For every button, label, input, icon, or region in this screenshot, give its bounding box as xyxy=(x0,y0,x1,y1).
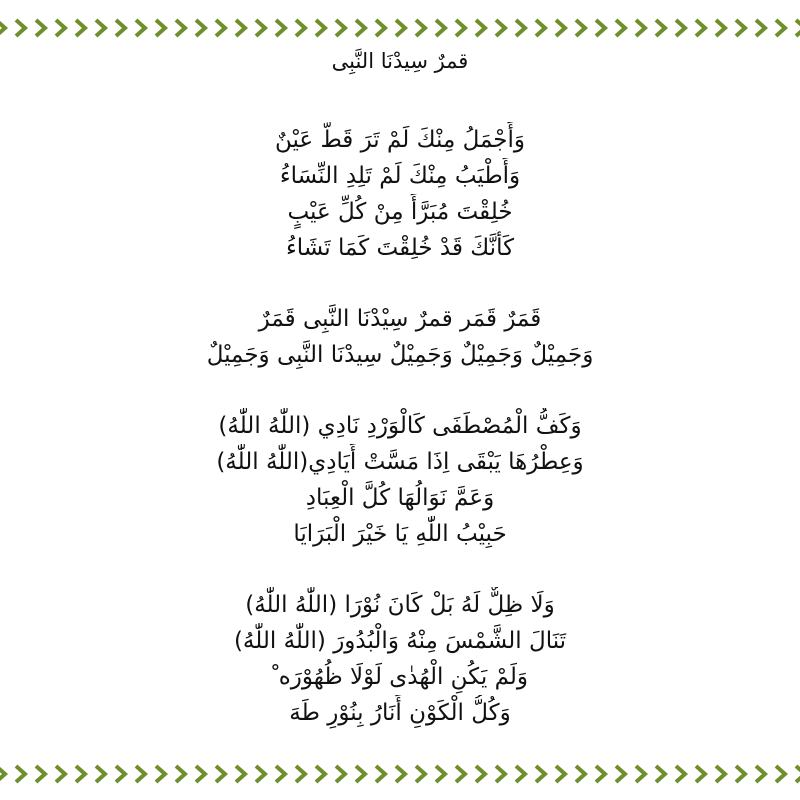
chevron-mark xyxy=(216,20,225,36)
chevron-mark xyxy=(196,766,205,782)
chevron-border-bottom xyxy=(0,764,800,784)
chevron-mark xyxy=(316,766,325,782)
chevron-mark xyxy=(396,20,405,36)
poem-line: وَكُلُّ الْكَوْنِ أَنَارُ بِنُوْرِ طَهَ xyxy=(289,700,511,726)
chevron-mark xyxy=(256,20,265,36)
chevron-mark xyxy=(156,20,165,36)
chevron-mark xyxy=(156,766,165,782)
chevron-mark xyxy=(256,766,265,782)
poem-line: حَبِيْبُ اللّٰهِ يَا خَيْرَ الْبَرَايَا xyxy=(293,521,507,547)
chevron-mark xyxy=(276,20,285,36)
chevron-mark xyxy=(36,20,45,36)
chevron-mark xyxy=(776,20,785,36)
chevron-mark xyxy=(96,766,105,782)
chevron-mark xyxy=(176,20,185,36)
chevron-mark xyxy=(616,766,625,782)
chevron-mark xyxy=(296,766,305,782)
chevron-mark xyxy=(496,20,505,36)
chevron-mark xyxy=(796,766,800,782)
chevron-mark xyxy=(636,20,645,36)
chevron-mark xyxy=(596,766,605,782)
chevron-mark xyxy=(556,766,565,782)
chevron-mark xyxy=(736,766,745,782)
chevron-mark xyxy=(516,20,525,36)
chevron-mark xyxy=(176,766,185,782)
chevron-mark xyxy=(796,20,800,36)
chevron-mark xyxy=(236,766,245,782)
poem-line: وَأَطْيَبُ مِنْكَ لَمْ تَلِدِ النِّسَاءُ xyxy=(279,163,521,189)
chevron-mark xyxy=(696,766,705,782)
chevron-mark xyxy=(436,20,445,36)
chevron-mark xyxy=(316,20,325,36)
stanza-4 xyxy=(40,587,760,731)
chevron-mark xyxy=(576,20,585,36)
poem-line: وَلَمْ يَكُنِ الْهُدٰى لَوْلَا ظُهُوْرَه ْ xyxy=(271,664,529,690)
poem-line: وَكَفُّ الْمُصْطَفَى كَالْوَرْدِ نَادِي (اللّٰهُ اللّٰهُ) xyxy=(218,413,582,439)
chevron-mark xyxy=(76,20,85,36)
chevron-mark xyxy=(16,766,25,782)
poem-line: خُلِقْتَ مُبَرَّأً مِنْ كُلِّ عَيْبٍ xyxy=(287,199,513,225)
chevron-mark xyxy=(456,766,465,782)
chevron-mark xyxy=(536,766,545,782)
chevron-mark xyxy=(616,20,625,36)
stanza-gap xyxy=(40,373,760,408)
chevron-mark xyxy=(716,20,725,36)
chevron-mark xyxy=(476,766,485,782)
chevron-mark xyxy=(16,20,25,36)
stanza-3 xyxy=(40,408,760,552)
chevron-mark xyxy=(236,20,245,36)
chevron-mark xyxy=(756,20,765,36)
chevron-mark xyxy=(36,766,45,782)
chevron-mark xyxy=(296,20,305,36)
chevron-mark xyxy=(376,766,385,782)
chevron-mark xyxy=(536,20,545,36)
poem-line: قَمَرٌ قَمَر قمرٌ سِيْدْنَا النَّبِى قَمَرٌ xyxy=(258,306,542,332)
poem-line: وَجَمِيْلٌ وَجَمِيْلٌ وَجَمِيْلٌ سِيدْنَا النَّبِى وَجَمِيْلٌ xyxy=(206,342,594,368)
chevron-mark xyxy=(456,20,465,36)
poem-line: وَعِطْرُهَا يَبْقَى اِذَا مَسَّتْ أَيَادِي(اللّٰهُ اللّٰهُ) xyxy=(216,449,584,475)
chevron-mark xyxy=(116,766,125,782)
chevron-mark xyxy=(516,766,525,782)
chevron-mark xyxy=(756,766,765,782)
chevron-mark xyxy=(416,20,425,36)
chevron-mark xyxy=(136,766,145,782)
poem-title: قمرٌ سِيدْنَا النَّبِى xyxy=(331,49,469,73)
chevron-mark xyxy=(576,766,585,782)
chevron-mark xyxy=(416,766,425,782)
chevron-pattern-top xyxy=(0,18,800,38)
stanza-gap xyxy=(40,552,760,587)
chevron-mark xyxy=(196,20,205,36)
chevron-mark xyxy=(136,20,145,36)
chevron-mark xyxy=(116,20,125,36)
chevron-mark xyxy=(476,20,485,36)
chevron-border-top xyxy=(0,18,800,38)
stanza-2-chorus xyxy=(40,301,760,373)
chevron-mark xyxy=(676,766,685,782)
chevron-mark xyxy=(376,20,385,36)
chevron-mark xyxy=(76,766,85,782)
chevron-mark xyxy=(216,766,225,782)
chevron-mark xyxy=(56,20,65,36)
chevron-mark xyxy=(496,766,505,782)
chevron-pattern-bottom xyxy=(0,764,800,784)
stanza-gap xyxy=(40,266,760,301)
chevron-mark xyxy=(356,766,365,782)
chevron-mark xyxy=(556,20,565,36)
chevron-mark xyxy=(276,766,285,782)
chevron-mark xyxy=(356,20,365,36)
chevron-mark xyxy=(736,20,745,36)
chevron-mark xyxy=(696,20,705,36)
chevron-mark xyxy=(96,20,105,36)
chevron-mark xyxy=(656,766,665,782)
chevron-mark xyxy=(716,766,725,782)
chevron-mark xyxy=(0,20,5,36)
stanza-1 xyxy=(40,122,760,266)
chevron-mark xyxy=(676,20,685,36)
chevron-mark xyxy=(596,20,605,36)
poem-line: كَأَنَّكَ قَدْ خُلِقْتَ كَمَا تَشَاءُ xyxy=(285,235,515,261)
poem-line: وَأَجْمَلُ مِنْكَ لَمْ تَرَ قَطُّ عَيْنٌ xyxy=(274,127,526,153)
chevron-mark xyxy=(336,20,345,36)
chevron-mark xyxy=(336,766,345,782)
poem xyxy=(40,46,760,731)
chevron-mark xyxy=(656,20,665,36)
poem-line: وَلَا ظِلٌّ لَهُ بَلْ كَانَ نُوْرَا (اللّٰهُ اللّٰهُ) xyxy=(245,592,555,618)
poem-line: تَنَالَ الشَّمْسَ مِنْهُ وَالْبُدُورَ (اللّٰهُ اللّٰهُ) xyxy=(233,628,567,654)
chevron-mark xyxy=(396,766,405,782)
chevron-mark xyxy=(636,766,645,782)
chevron-mark xyxy=(436,766,445,782)
poem-line: وَعَمَّ نَوَالُهَا كُلَّ الْعِبَادِ xyxy=(305,485,495,511)
chevron-mark xyxy=(56,766,65,782)
chevron-mark xyxy=(0,766,5,782)
chevron-mark xyxy=(776,766,785,782)
